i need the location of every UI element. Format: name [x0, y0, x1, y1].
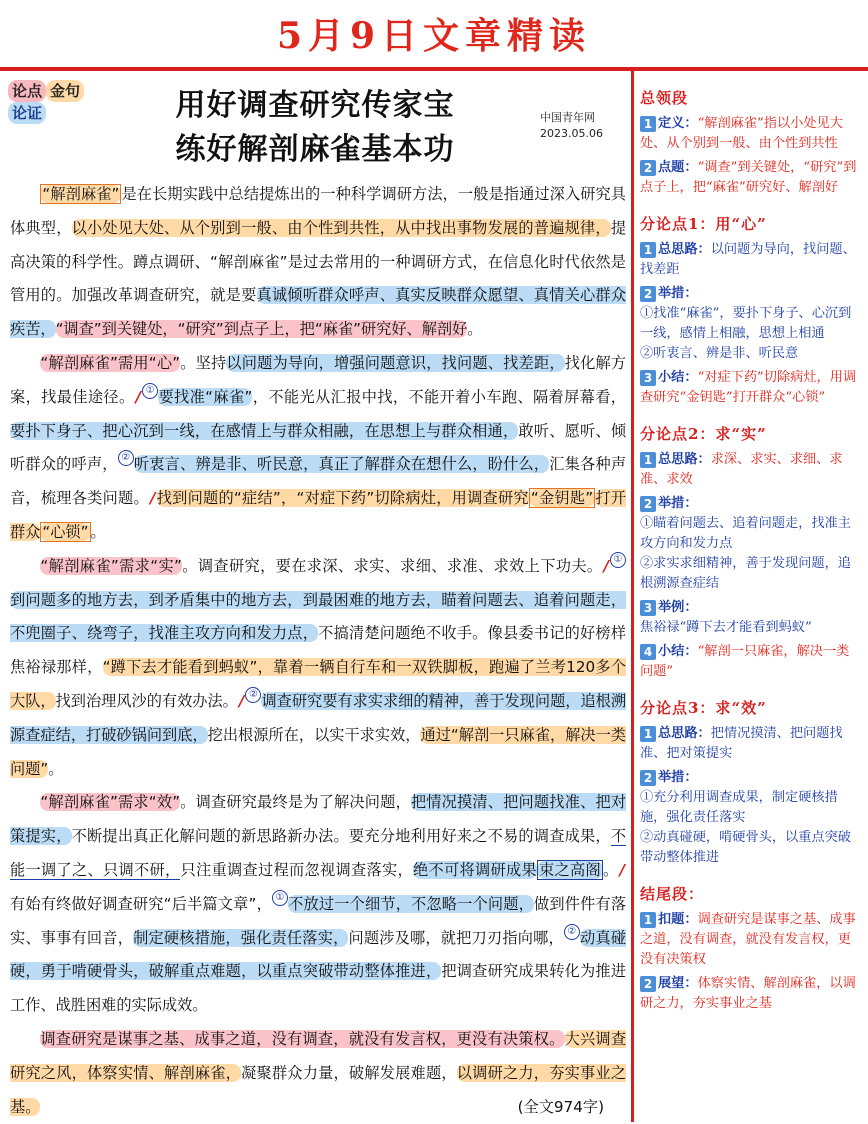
highlight-lunzheng: 绝不可将调研成果	[412, 860, 537, 879]
legend-lunzheng: 论证	[8, 102, 46, 124]
text: 找化解方案，找最佳途径。	[10, 353, 627, 406]
outline-item	[640, 974, 862, 1014]
item-text: ②求实求细精神，善于发现问题，追根溯源查症结	[640, 556, 851, 591]
slash-mark: /	[135, 387, 142, 406]
outline-item	[640, 724, 862, 764]
source-name: 中国青年网	[540, 111, 595, 124]
article-source	[540, 110, 603, 142]
text: 凝聚群众力量，破解发展难题，	[241, 1063, 457, 1082]
section-title: 分论点3：求“效”	[640, 699, 767, 717]
paragraph-5	[10, 1023, 626, 1124]
outline-item	[640, 368, 862, 408]
text: ，不能光从汇报中找，不能开着小车跑、隔着屏幕看，	[252, 387, 626, 406]
text: 把调查研究成果转化为推进工作、战胜困难的实际成效。	[10, 962, 627, 1015]
outline-item	[640, 598, 862, 638]
section-title: 结尾段：	[640, 885, 705, 903]
article-headline	[150, 84, 480, 172]
highlight-lunzheng: 要扑下身子、把心沉到一线，在感情上与群众相融，在思想上与群众相通，	[10, 421, 519, 440]
outline-sidebar	[640, 88, 862, 1018]
number-badge: 2	[640, 160, 656, 176]
outline-item	[640, 768, 862, 868]
item-text: “解剖一只麻雀，解决一类问题”	[640, 644, 850, 679]
highlight-jinju: “蹲下去才能看到蚂蚁”，靠着一辆自行车和一双铁脚板，跑遍了兰考120多个大队，	[10, 658, 626, 710]
headline-line-1: 用好调查研究传家宝	[175, 88, 455, 123]
highlight-jinju: 打开群众	[10, 489, 626, 541]
item-text: 求深、求实、求细、求准、求效	[640, 452, 843, 487]
highlight-lundian: 调查研究是谋事之基、成事之道，没有调查，就没有发言权，更没有决策权。	[40, 1029, 565, 1048]
highlight-lundian: “解剖麻雀”需求“效”	[40, 793, 181, 812]
number-badge: 1	[640, 726, 656, 742]
highlight-lunzheng: 动真碰硬，勇于啃硬骨头，破解重点难题，以重点突破带动整体推进，	[10, 928, 627, 981]
item-label: 举措：	[658, 496, 698, 511]
number-badge: 2	[640, 976, 656, 992]
circle-mark-2: ②	[118, 450, 134, 466]
text: 是在长期实践中总结提炼出的一种科学调研方法，一般是指通过深入研究具体典型，	[10, 185, 626, 237]
legend	[8, 80, 84, 124]
keyword-box: “心锁”	[42, 522, 89, 541]
item-label: 小结：	[658, 370, 698, 385]
item-text: 焦裕禄“蹲下去才能看到蚂蚁”	[640, 620, 812, 635]
highlight-lunzheng: 不放过一个细节，不忽略一个问题，	[287, 894, 534, 913]
text: 。	[90, 522, 106, 541]
item-text: “解剖麻雀”指以小处见大处、从个别到一般、由个性到共性	[640, 116, 843, 151]
item-text: ①找准“麻雀”，要扑下身子、心沉到一线，感情上相融，思想上相通	[640, 306, 852, 341]
highlight-lunzheng: 制定硬核措施，强化责任落实，	[133, 928, 349, 947]
source-date: 2023.05.06	[540, 127, 603, 140]
item-text: ①充分利用调查成果，制定硬核措施，强化责任落实	[640, 790, 838, 825]
text: 。调查研究，要在求深、求实、求细、求准、求效上下功夫。	[181, 556, 603, 575]
page-title: 5月9日文章精读	[276, 15, 592, 57]
outline-item	[640, 158, 862, 198]
paragraph-1	[10, 178, 626, 347]
slash-mark: /	[603, 556, 610, 575]
slash-mark: /	[238, 691, 245, 710]
item-text: ①瞄着问题去、追着问题走，找准主攻方向和发力点	[640, 516, 851, 551]
highlight-jinju: 找到问题的“症结”，“对症下药”切除病灶，用调查研究	[156, 489, 529, 508]
item-label: 点题：	[658, 160, 698, 175]
number-badge: 1	[640, 116, 656, 132]
outline-item	[640, 114, 862, 154]
outline-item	[640, 910, 862, 970]
highlight-jinju: 以小处见大处、从个别到一般、由个性到共性，从中找出事物发展的普遍规律，	[71, 218, 611, 237]
item-label: 举措：	[658, 286, 698, 301]
highlight-jinju: 以调研之力，夯实事业之基。	[10, 1063, 627, 1116]
item-label: 举措：	[658, 770, 698, 785]
section-title: 分论点2：求“实”	[640, 425, 767, 443]
text: 挖出根源所在，以实干求实效，	[207, 725, 421, 744]
item-text: 调查研究是谋事之基、成事之道，没有调查，就没有发言权，更没有决策权	[640, 912, 856, 967]
outline-item	[640, 494, 862, 594]
item-text: 以问题为导向，找问题、找差距	[640, 242, 856, 277]
paragraph-3	[10, 550, 626, 787]
circle-mark-2: ②	[245, 687, 261, 703]
keyword-box: “解剖麻雀”	[42, 185, 120, 203]
item-label: 总思路：	[658, 726, 711, 741]
item-text: 体察实情、解剖麻雀，以调研之力，夯实事业之基	[640, 976, 856, 1011]
item-label: 扣题：	[658, 912, 698, 927]
highlight-lundian: “解剖麻雀”需用“心”	[40, 353, 181, 372]
item-text: “调查”到关键处，“研究”到点子上，把“麻雀”研究好、解剖好	[640, 160, 857, 195]
text: 。坚持	[180, 353, 227, 372]
item-label: 举例：	[658, 600, 698, 615]
circle-mark-2: ②	[564, 924, 580, 940]
number-badge: 1	[640, 452, 656, 468]
number-badge: 3	[640, 370, 656, 386]
highlight-lunzheng: 听衷言、辨是非、听民意，真正了解群众在想什么，盼什么，	[133, 455, 550, 474]
text: 。	[48, 759, 64, 778]
slash-mark: /	[619, 860, 626, 879]
number-badge: 2	[640, 286, 656, 302]
slash-mark: /	[149, 489, 156, 508]
number-badge: 4	[640, 644, 656, 660]
text: 提高决策的科学性。蹲点调研、“解剖麻雀”是过去常用的一种调研方式，在信息化时代依然是管用的。加强改革调查研究，就是要	[10, 218, 627, 305]
outline-item	[640, 642, 862, 682]
circle-mark-1: ①	[610, 552, 626, 568]
paragraph-2	[10, 347, 626, 550]
number-badge: 2	[640, 770, 656, 786]
section-title: 总领段	[640, 89, 689, 107]
highlight-lunzheng: 到问题多的地方去，到矛盾集中的地方去，到最困难的地方去，瞄着问题去、追着问题走，不兜圈子、绕弯子，找准主攻方向和发力点，	[10, 590, 626, 643]
circle-mark-1: ①	[142, 383, 158, 399]
item-text: 把情况摸清、把问题找准、把对策提实	[640, 726, 843, 761]
item-label: 小结：	[658, 644, 698, 659]
text: 不断提出真正化解问题的新思路新办法。要充分地利用好来之不易的调查成果，	[71, 827, 611, 846]
text: 敢听、愿听、倾听群众的呼声，	[10, 421, 627, 474]
legend-lundian: 论点	[8, 80, 46, 102]
item-label: 展望：	[658, 976, 698, 991]
page-header	[0, 0, 868, 70]
number-badge: 3	[640, 600, 656, 616]
section-title: 分论点1：用“心”	[640, 215, 767, 233]
outline-item	[640, 450, 862, 490]
item-label: 定义：	[658, 116, 698, 131]
highlight-lundian: “解剖麻雀”需求“实”	[40, 556, 182, 575]
text: 汇集各种声音，梳理各类问题。	[10, 455, 627, 508]
item-text: ②动真碰硬，啃硬骨头，以重点突破带动整体推进	[640, 830, 851, 865]
text: 有始有终做好调查研究“后半篇文章”，	[10, 894, 272, 913]
highlight-lunzheng: 要找准“麻雀”	[158, 387, 253, 406]
item-text: ②听衷言、辨是非、听民意	[640, 346, 799, 361]
item-text: “对症下药”切除病灶，用调查研究“金钥匙”打开群众“心锁”	[640, 370, 857, 405]
text: 。调查研究最终是为了解决问题，	[180, 793, 411, 812]
item-label: 总思路：	[658, 242, 711, 257]
highlight-lundian: “调查”到关键处，“研究”到点子上，把“麻雀”研究好、解剖好	[55, 320, 468, 339]
column-divider	[631, 71, 634, 1122]
highlight-lunzheng: 真诚倾听群众呼声、真实反映群众愿望、真情关心群众疾苦，	[10, 286, 627, 339]
text: 。	[467, 320, 483, 339]
highlight-lunzheng: 调查研究要有求实求细的精神，善于发现问题，追根溯源查症结，打破砂锅问到底，	[10, 691, 627, 744]
item-label: 总思路：	[658, 452, 711, 467]
text: 不搞清楚问题绝不收手。像县委书记的好榜样焦裕禄那样，	[10, 624, 627, 677]
text: 。	[602, 860, 619, 879]
text: 只注重调查过程而忽视调查落实，	[180, 860, 413, 879]
article-body	[10, 178, 626, 1124]
headline-line-2: 练好解剖麻雀基本功	[175, 132, 455, 167]
text: 做到件件有落实、事事有回音，	[10, 894, 627, 947]
number-badge: 2	[640, 496, 656, 512]
word-count: (全文974字)	[517, 1097, 604, 1116]
highlight-jinju: 通过“解剖一只麻雀，解决一类问题”	[10, 725, 626, 778]
paragraph-4	[10, 786, 626, 1023]
legend-jinju: 金句	[46, 80, 84, 102]
highlight-jinju: 大兴调查研究之风，体察实情、解剖麻雀，	[10, 1029, 627, 1082]
text: 找到治理风沙的有效办法。	[55, 691, 238, 710]
number-badge: 1	[640, 912, 656, 928]
underline-text: 不能一调了之、只调不研，	[10, 827, 627, 879]
text: 问题涉及哪，就把刀刃指向哪，	[348, 928, 564, 947]
number-badge: 1	[640, 242, 656, 258]
outline-item	[640, 284, 862, 364]
keyword-box: 束之高阁	[538, 860, 601, 879]
header-divider	[0, 67, 868, 71]
keyword-box: “金钥匙”	[530, 489, 594, 508]
highlight-lunzheng: 以问题为导向，增强问题意识，找问题、找差距，	[226, 353, 565, 372]
highlight-lunzheng: 把情况摸清、把问题找准、把对策提实，	[10, 793, 627, 846]
circle-mark-1: ①	[272, 890, 288, 906]
outline-item	[640, 240, 862, 280]
